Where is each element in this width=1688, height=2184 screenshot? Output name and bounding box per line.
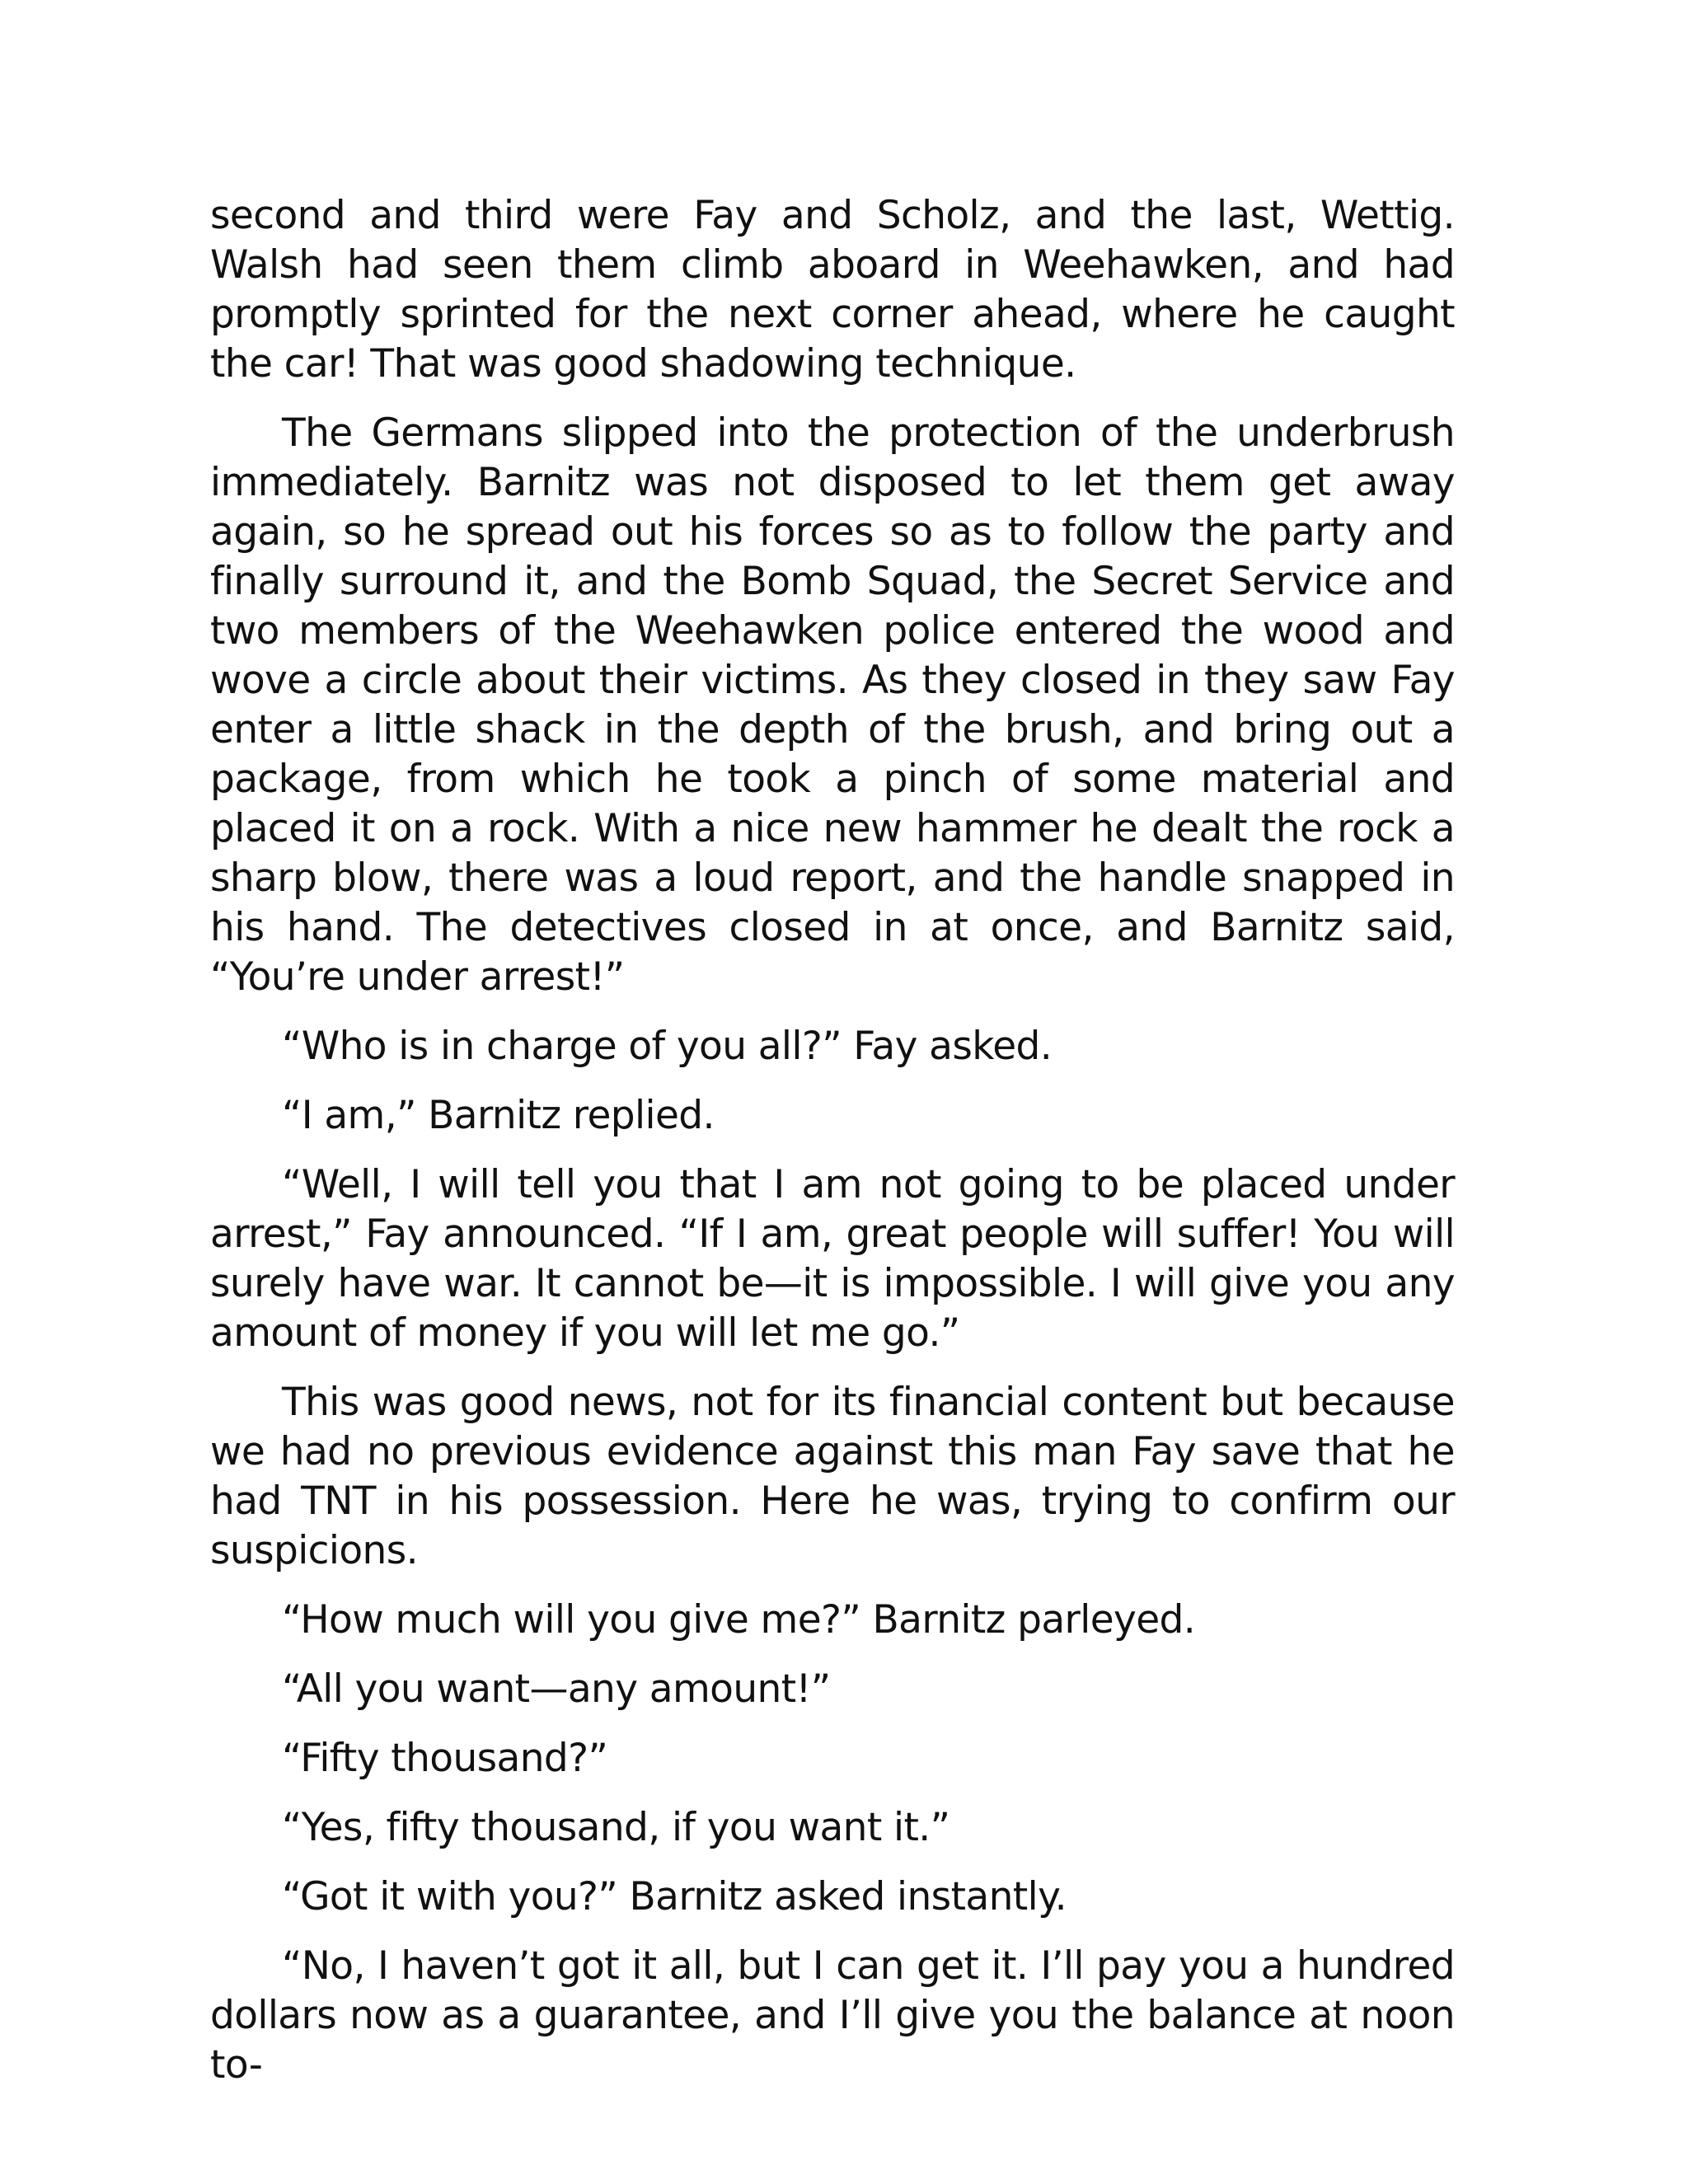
paragraph-dialogue-who-in-charge: “Who is in charge of you all?” Fay asked. [282,1024,1053,1069]
paragraph-dialogue-got-it: “Got it with you?” Barnitz asked instantly. [282,1874,1067,1919]
paragraph-continuation: second and third were Fay and Scholz, and the last, Wettig. Walsh had seen them climb aboard in Weehawken, and had promptly sprinted for the next corner ahead, where he caught the car! That was good shadowing technique. [210,193,1455,387]
paragraph-dialogue-fifty-thousand: “Fifty thousand?” [282,1736,608,1781]
paragraph-dialogue-how-much: “How much will you give me?” Barnitz parleyed. [282,1597,1196,1643]
paragraph-dialogue-guarantee: “No, I haven’t got it all, but I can get it. I’ll pay you a hundred dollars now as a guarantee, and I’ll give you the balance at noon to- [210,1943,1455,2088]
paragraph-dialogue-all-you-want: “All you want—any amount!” [282,1666,831,1712]
paragraph-good-news: This was good news, not for its financial content but because we had no previous evidence against this man Fay save that he had TNT in his possession. Here he was, trying to confirm our suspicions. [210,1380,1455,1573]
page-body [210,191,1455,2110]
paragraph-dialogue-yes-fifty: “Yes, fifty thousand, if you want it.” [282,1805,950,1850]
paragraph-dialogue-i-am: “I am,” Barnitz replied. [282,1093,715,1138]
paragraph-dialogue-not-arrested: “Well, I will tell you that I am not going to be placed under arrest,” Fay announced. “If I am, great people will suffer! You will surely have war. It cannot be—it is impossible. I will give you any amount of money if you will let me go.” [210,1162,1455,1356]
paragraph-underbrush: The Germans slipped into the protection of the underbrush immediately. Barnitz was not disposed to let them get away again, so he spread out his forces so as to follow the party and finally surround it, and the Bomb Squad, the Secret Service and two members of the Weehawken police entered the wood and wove a circle about their victims. As they closed in they saw Fay enter a little shack in the depth of the brush, and bring out a package, from which he took a pinch of some material and placed it on a rock. With a nice new hammer he dealt the rock a sharp blow, there was a loud report, and the handle snapped in his hand. The detectives closed in at once, and Barnitz said, “You’re under arrest!” [210,410,1455,1000]
